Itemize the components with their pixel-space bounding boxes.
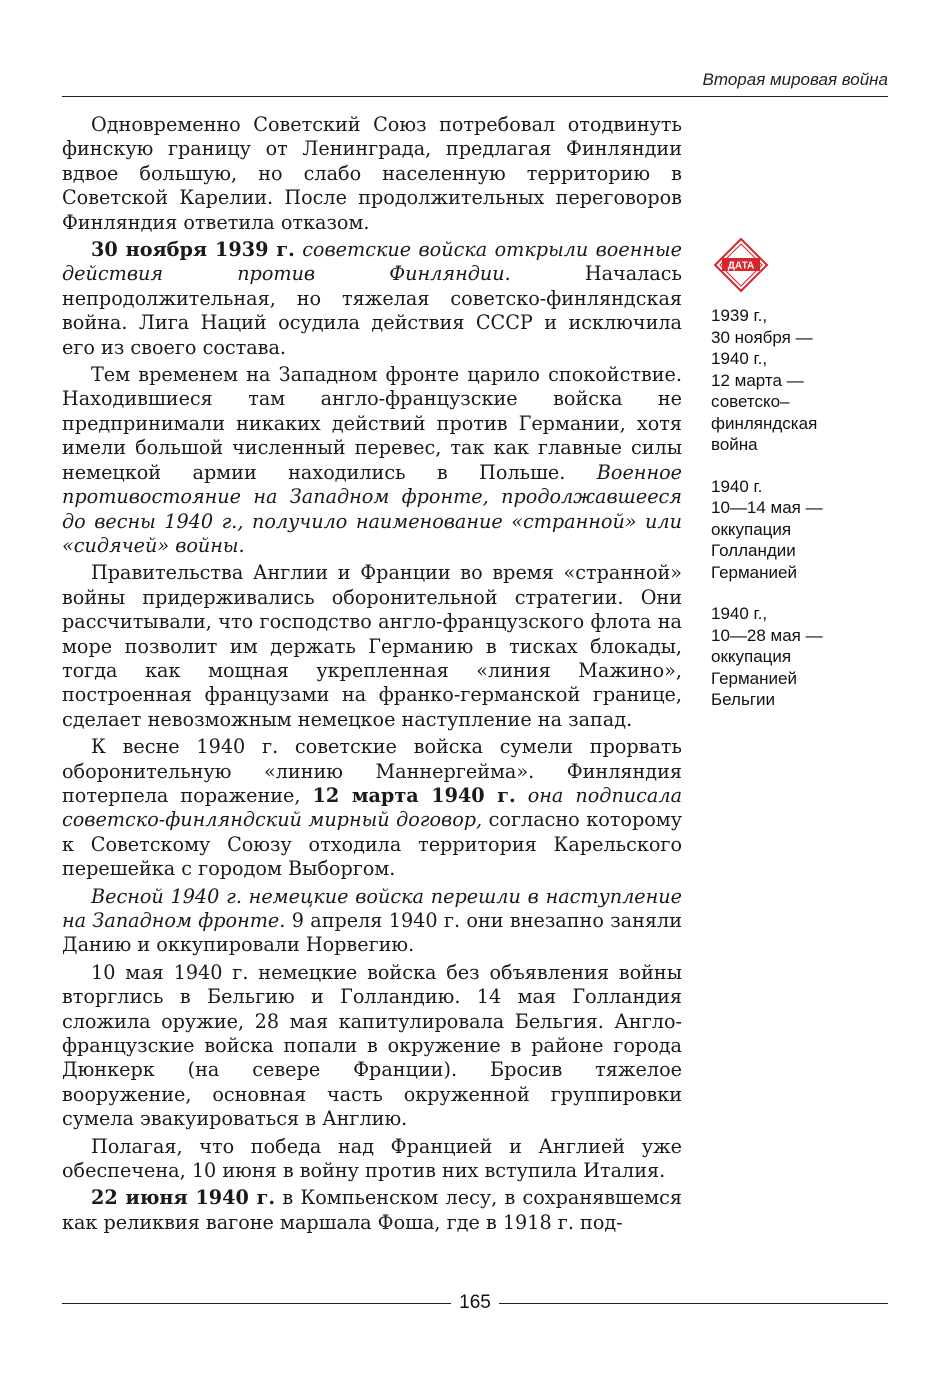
emphasis-italic: она подписала советско-финляндский мирный договор, — [62, 783, 683, 832]
paragraph-text: Началась непродолжительная, но тяжелая советско-финляндская война. Лига Наций осудила действия СССР и исключила его из своего состава. — [62, 262, 682, 359]
emphasis-italic: советские войска открыли военные действия против Финляндии. — [62, 238, 682, 286]
main-text — [62, 113, 682, 1238]
note-line: Германией — [711, 562, 797, 582]
date-badge-icon — [713, 237, 769, 293]
page-footer — [62, 1292, 888, 1314]
note-line: Германией — [711, 668, 797, 688]
paragraph-1: Одновременно Советский Союз потребовал отодвинуть финскую границу от Ленинграда, предлагая Финляндии вдвое большую, но слабо населенную территорию в Советской Карелии. После продолжительных переговоров Финляндия ответила отказом. — [62, 113, 682, 234]
note-line: Голландии — [711, 541, 796, 560]
running-header-title: Вторая мировая война — [702, 70, 888, 89]
note-line: война — [711, 435, 758, 454]
date-bold: 12 марта 1940 г. — [312, 783, 516, 807]
note-line: Бельгии — [711, 690, 776, 709]
paragraph-6 — [62, 885, 682, 958]
note-line: 30 ноября — — [711, 327, 813, 347]
date-note-2 — [711, 476, 891, 584]
header-rule — [62, 96, 888, 97]
paragraph-3 — [62, 363, 682, 558]
paragraph-4: Правительства Англии и Франции во время «странной» войны придерживались оборонительной стратегии. Они рассчитывали, что господство англо-французского флота на море позволит им держать Германию в тисках блокады, тогда как мощная укрепленная «линия Мажино», построенная французами на франко-германской границе, сделает невозможным немецкое наступление на запад. — [62, 561, 682, 731]
paragraph-text: согласно которому к Советскому Союзу отходила территория Карельского перешейка с городом Выборгом. — [62, 808, 682, 881]
note-line: оккупация — [711, 647, 792, 666]
paragraph-text: 9 апреля 1940 г. они внезапно заняли Данию и оккупировали Норвегию. — [62, 909, 682, 957]
note-line: 1940 г. — [711, 476, 763, 496]
footer-rule-left — [62, 1303, 451, 1304]
note-line: финляндская — [711, 413, 818, 433]
note-line: советско– — [711, 392, 790, 411]
margin-notes — [711, 237, 891, 731]
emphasis-italic: Военное противостояние на Западном фронте, продолжавшееся до весны 1940 г., получило наименование «странной» или «сидячей» войны. — [62, 460, 682, 557]
note-line: 10—28 мая — — [711, 625, 823, 645]
note-line: 1939 г., — [711, 306, 768, 325]
badge-label: ДАТА — [727, 260, 755, 272]
note-line: 1940 г., — [711, 349, 768, 368]
paragraph-5 — [62, 735, 682, 881]
paragraph-text: К весне 1940 г. советские войска сумели прорвать оборонительную «линию Маннергейма». Финляндия потерпела поражение, — [62, 735, 682, 807]
note-line: 10—14 мая — — [711, 498, 823, 517]
paragraph-2 — [62, 238, 682, 360]
paragraph-8: Полагая, что победа над Францией и Англией уже обеспечена, 10 июня в войну против них вступила Италия. — [62, 1134, 682, 1183]
paragraph-7: 10 мая 1940 г. немецкие войска без объявления войны вторглись в Бельгию и Голландию. 14 мая Голландия сложила оружие, 28 мая капитулировала Бельгия. Англо-французские войска попали в окружение в районе города Дюнкерк (на севере Франции). Бросив тяжелое вооружение, основная часть окруженной группировки сумела эвакуироваться в Англию. — [62, 960, 682, 1131]
note-line: оккупация — [711, 519, 792, 539]
emphasis-italic: Весной 1940 г. немецкие войска перешли в наступление на Западном фронте. — [62, 884, 682, 932]
date-bold: 30 ноября 1939 г. — [91, 238, 295, 262]
paragraph-9 — [62, 1186, 682, 1235]
paragraph-text: Тем временем на Западном фронте царило спокойствие. Находившиеся там англо-французские войска не предпринимали никаких действий против Германии, хотя имели большой численный перевес, так как главные силы немецкой армии находились в Польше. — [62, 363, 682, 484]
date-note-3 — [711, 603, 891, 711]
date-note-1 — [711, 305, 891, 456]
footer-rule-right — [499, 1303, 888, 1304]
date-bold: 22 июня 1940 г. — [91, 1186, 276, 1210]
note-line: 12 марта — — [711, 370, 804, 390]
paragraph-text: в Компьенском лесу, в сохранявшемся как реликвия вагоне маршала Фоша, где в 1918 г. под- — [62, 1186, 682, 1234]
page-number: 165 — [459, 1292, 491, 1313]
note-line: 1940 г., — [711, 604, 768, 623]
